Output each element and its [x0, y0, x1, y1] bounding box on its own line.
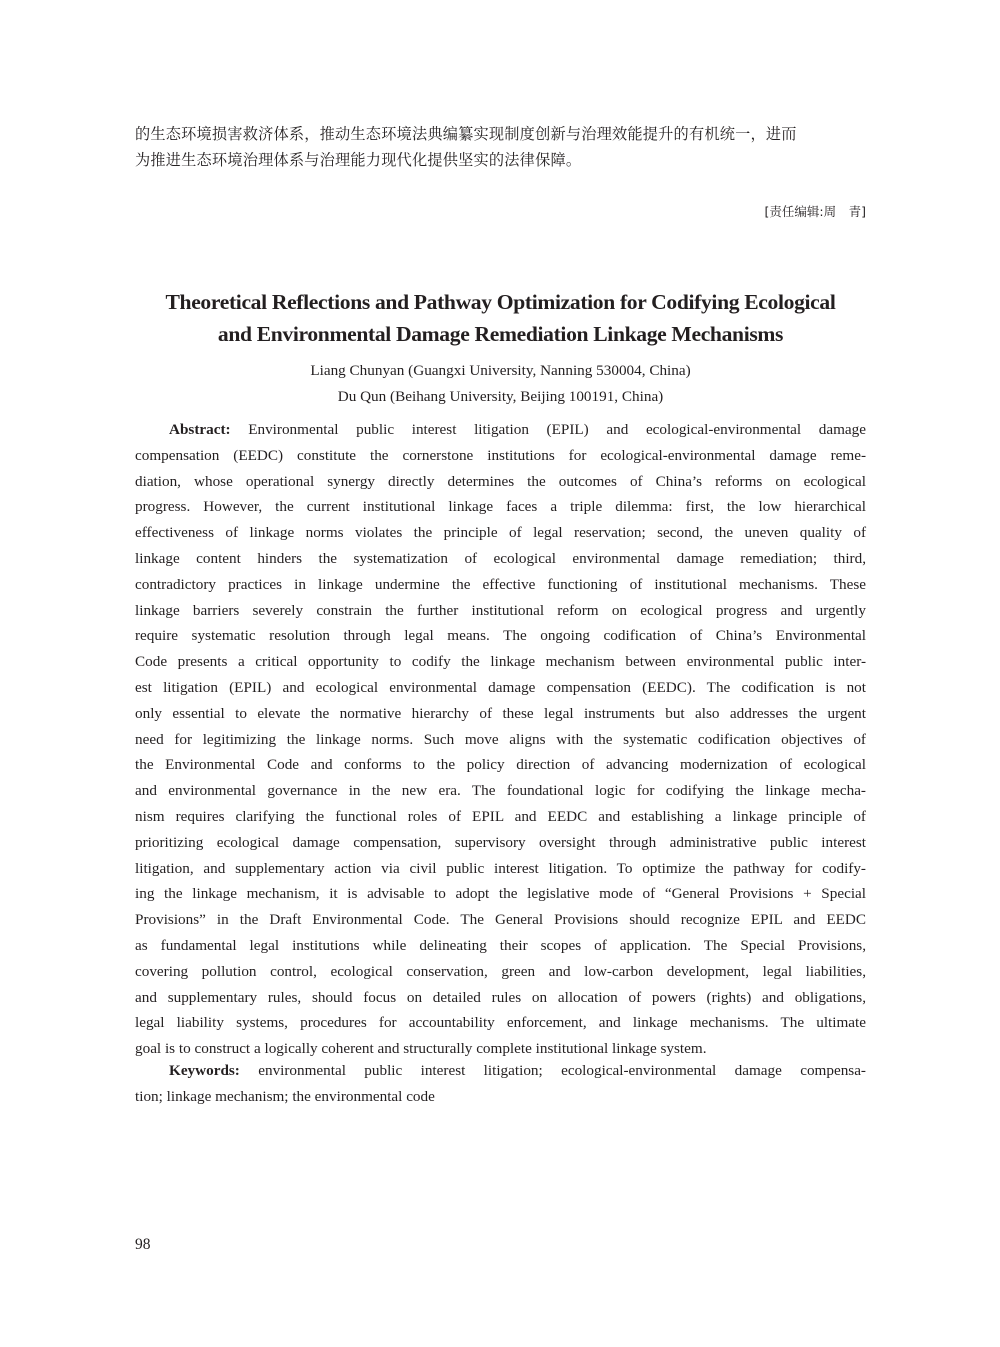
abstract-line: require systematic resolution through legal means. The ongoing codification of China’s Environmental — [135, 627, 866, 645]
title-line: Theoretical Reflections and Pathway Optimization for Codifying Ecological — [165, 290, 836, 315]
abstract-line: and environmental governance in the new era. The foundational logic for codifying the linkage mecha- — [135, 782, 866, 800]
chinese-text-continuation — [135, 121, 866, 173]
abstract-line: nism requires clarifying the functional roles of EPIL and EEDC and establishing a linkage principle of — [135, 807, 866, 825]
chinese-text-line: 为推进生态环境治理体系与治理能力现代化提供坚实的法律保障。 — [135, 151, 582, 169]
abstract-line: Provisions” in the Draft Environmental Code. The General Provisions should recognize EPIL and EEDC — [135, 911, 866, 929]
abstract-line: diation, whose operational synergy directly determines the outcomes of China’s reforms on ecological — [135, 472, 866, 490]
title-line: and Environmental Damage Remediation Linkage Mechanisms — [217, 322, 784, 347]
keywords-line: tion; linkage mechanism; the environmental code — [135, 1087, 435, 1105]
responsible-editor-note: [责任编辑:周 青] — [764, 204, 866, 219]
abstract-line: covering pollution control, ecological conservation, green and low-carbon development, legal liabilities, — [135, 962, 866, 980]
abstract-line: and supplementary rules, should focus on detailed rules on allocation of powers (rights) and obligations, — [135, 988, 866, 1006]
abstract-line: litigation, and supplementary action via civil public interest litigation. To optimize the pathway for codify- — [135, 859, 866, 877]
abstract-line: need for legitimizing the linkage norms. Such move aligns with the systematic codification objectives of — [135, 730, 866, 748]
abstract-line: the Environmental Code and conforms to the policy direction of advancing modernization of ecological — [135, 756, 866, 774]
abstract-line: goal is to construct a logically coherent and structurally complete institutional linkage system. — [135, 1040, 707, 1058]
abstract-line: Code presents a critical opportunity to codify the linkage mechanism between environmental public inter- — [135, 653, 866, 671]
page-number: 98 — [135, 1236, 151, 1253]
abstract-label: Abstract: — [169, 421, 231, 438]
keywords — [135, 1058, 866, 1110]
author-affiliations — [135, 358, 866, 410]
abstract-line: linkage content hinders the systematization of ecological environmental damage remediation; third, — [135, 549, 866, 567]
abstract-line: ing the linkage mechanism, it is advisable to adopt the legislative mode of “General Provisions + Special — [135, 885, 866, 903]
abstract-line: contradictory practices in linkage undermine the effective functioning of institutional mechanisms. These — [135, 575, 866, 593]
english-title — [130, 286, 871, 350]
abstract — [135, 417, 866, 1062]
abstract-line: effectiveness of linkage norms violates the principle of legal reservation; second, the uneven quality of — [135, 524, 866, 542]
keywords-line: Keywords: environmental public interest litigation; ecological-environmental damage compensa- — [169, 1062, 866, 1079]
abstract-line: compensation (EEDC) constitute the cornerstone institutions for ecological-environmental damage reme- — [135, 446, 866, 464]
abstract-line: as fundamental legal institutions while delineating their scopes of application. The Special Provisions, — [135, 936, 866, 954]
abstract-line: Abstract: Environmental public interest litigation (EPIL) and ecological-environmental damage — [169, 421, 866, 438]
abstract-line: linkage barriers severely constrain the further institutional reform on ecological progress and urgently — [135, 601, 866, 619]
author-line: Liang Chunyan (Guangxi University, Nanning 530004, China) — [310, 362, 691, 379]
chinese-text-line: 的生态环境损害救济体系，推动生态环境法典编纂实现制度创新与治理效能提升的有机统一，进而 — [135, 125, 797, 143]
keywords-label: Keywords: — [169, 1062, 240, 1079]
abstract-line: legal liability systems, procedures for accountability enforcement, and linkage mechanisms. The ultimate — [135, 1014, 866, 1032]
abstract-line: prioritizing ecological damage compensation, supervisory oversight through administrative public interest — [135, 833, 866, 851]
abstract-line: progress. However, the current institutional linkage faces a triple dilemma: first, the low hierarchical — [135, 498, 866, 516]
abstract-line: only essential to elevate the normative hierarchy of these legal instruments but also addresses the urgent — [135, 704, 866, 722]
author-line: Du Qun (Beihang University, Beijing 100191, China) — [337, 388, 664, 405]
abstract-line: est litigation (EPIL) and ecological environmental damage compensation (EEDC). The codification is not — [135, 678, 866, 696]
